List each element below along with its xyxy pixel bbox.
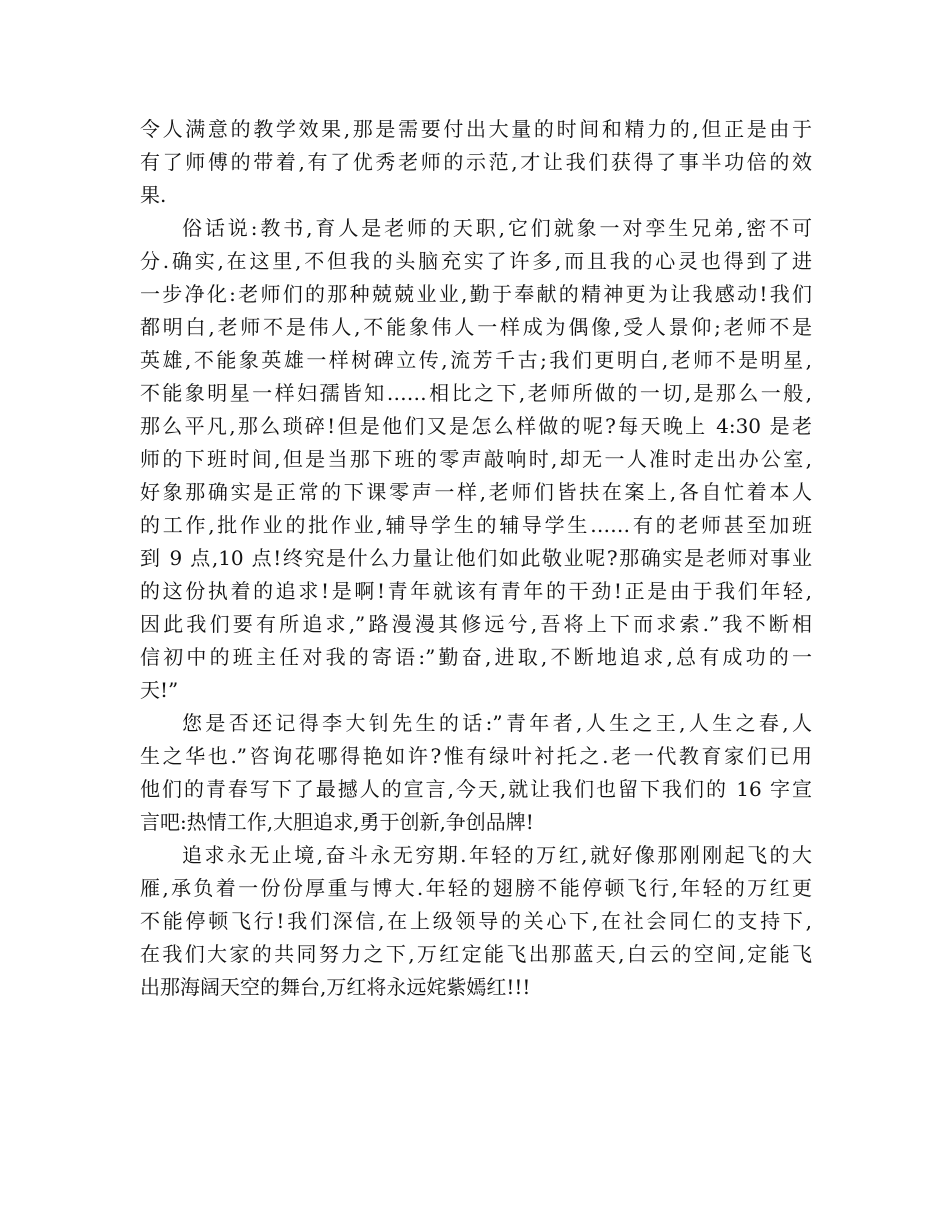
paragraph-3	[140, 707, 812, 839]
text-line: 好象那确实是正常的下课零声一样,老师们皆扶在案上,各自忙着本人	[140, 480, 812, 504]
text-line: 的这份执着的追求!是啊!青年就该有青年的干劲!正是由于我们年轻,	[140, 579, 812, 603]
text-line: 英雄,不能象英雄一样树碑立传,流芳千古;我们更明白,老师不是明星,	[140, 348, 812, 372]
paragraph-4	[140, 839, 812, 1004]
text-line: 他们的青春写下了最撼人的宣言,今天,就让我们也留下我们的 16 字宣	[140, 777, 812, 801]
text-line: 都明白,老师不是伟人,不能象伟人一样成为偶像,受人景仰;老师不是	[140, 315, 812, 339]
text-line: 师的下班时间,但是当那下班的零声敲响时,却无一人准时走出办公室,	[140, 447, 812, 471]
paragraph-1	[140, 113, 812, 212]
paragraph-2	[140, 212, 812, 707]
text-line: 令人满意的教学效果,那是需要付出大量的时间和精力的,但正是由于	[140, 117, 812, 141]
text-line: 俗话说:教书,育人是老师的天职,它们就象一对孪生兄弟,密不可	[182, 216, 812, 240]
text-line: 分.确实,在这里,不但我的头脑充实了许多,而且我的心灵也得到了进	[140, 249, 812, 273]
text-line: 的工作,批作业的批作业,辅导学生的辅导学生……有的老师甚至加班	[140, 513, 812, 537]
text-line: 不能停顿飞行!我们深信,在上级领导的关心下,在社会同仁的支持下,	[140, 909, 812, 933]
text-line: 生之华也.”咨询花哪得艳如许?惟有绿叶衬托之.老一代教育家们已用	[140, 744, 812, 768]
text-line: 天!”	[140, 678, 179, 702]
text-line: 不能象明星一样妇孺皆知……相比之下,老师所做的一切,是那么一般,	[140, 381, 812, 405]
text-line: 因此我们要有所追求,”路漫漫其修远兮,吾将上下而求索.”我不断相	[140, 612, 812, 636]
text-line: 信初中的班主任对我的寄语:”勤奋,进取,不断地追求,总有成功的一	[140, 645, 812, 669]
text-line: 在我们大家的共同努力之下,万红定能飞出那蓝天,白云的空间,定能飞	[140, 942, 812, 966]
text-line: 一步净化:老师们的那种兢兢业业,勤于奉献的精神更为让我感动!我们	[140, 282, 812, 306]
text-line: 您是否还记得李大钊先生的话:”青年者,人生之王,人生之春,人	[182, 711, 812, 735]
text-line: 有了师傅的带着,有了优秀老师的示范,才让我们获得了事半功倍的效	[140, 150, 812, 174]
text-line: 那么平凡,那么琐碎!但是他们又是怎么样做的呢?每天晚上 4:30 是老	[140, 414, 812, 438]
text-line: 言吧:热情工作,大胆追求,勇于创新,争创品牌!	[140, 810, 534, 834]
text-line: 追求永无止境,奋斗永无穷期.年轻的万红,就好像那刚刚起飞的大	[182, 843, 812, 867]
text-line: 出那海阔天空的舞台,万红将永远姹紫嫣红!!!	[140, 975, 531, 999]
document-body	[140, 113, 812, 1004]
text-line: 雁,承负着一份份厚重与博大.年轻的翅膀不能停顿飞行,年轻的万红更	[140, 876, 812, 900]
text-line: 果.	[140, 183, 167, 207]
text-line: 到 9 点,10 点!终究是什么力量让他们如此敬业呢?那确实是老师对事业	[140, 546, 812, 570]
